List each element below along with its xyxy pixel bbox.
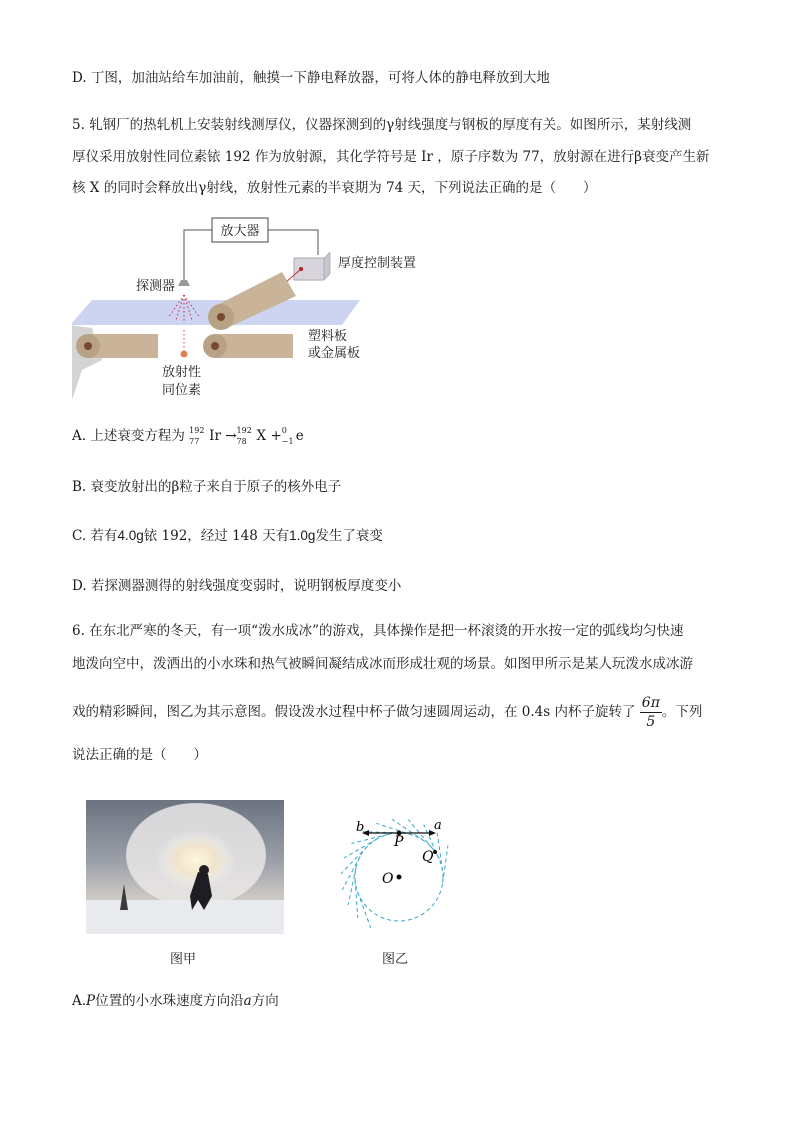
tangent-line xyxy=(437,833,442,871)
caption-figure-yi: 图乙 xyxy=(382,952,409,967)
symbol-a: a xyxy=(243,993,252,1009)
q6-stem-line1: 6. 在东北严寒的冬天，有一项“泼水成冰”的游戏，具体操作是把一杯滚烫的开水按一定的弧线均匀快速 xyxy=(72,623,684,639)
amplifier-label: 放大器 xyxy=(220,224,260,239)
x-nuclide: 192 78 xyxy=(236,425,252,446)
q4-option-d: D. 丁图，加油站给车加油前，触摸一下静电释放器，可将人体的静电释放到大地 xyxy=(72,70,550,86)
fraction-6pi-5: $\frac{6\pi}{5}$ xyxy=(641,695,660,730)
x-symbol: X + xyxy=(256,428,282,444)
label-p: P xyxy=(394,834,404,850)
q5-option-d: D. 若探测器测得的射线强度变弱时，说明钢板厚度变小 xyxy=(72,578,402,594)
mass-1g: 1.0g xyxy=(289,528,316,543)
radioactive-source xyxy=(181,351,188,358)
q5-option-c: C. 若有4.0g铱 192，经过 148 天有1.0g发生了衰变 xyxy=(72,528,383,544)
ir-symbol: Ir xyxy=(209,428,221,444)
tangent-line xyxy=(341,846,367,873)
plate-label-2: 或金属板 xyxy=(308,346,361,361)
q5-option-b: B. 衰变放射出的β粒子来自于原子的核外电子 xyxy=(72,479,342,495)
q5-option-a-prefix: A. 上述衰变方程为 xyxy=(72,428,185,444)
q5-option-a xyxy=(72,424,304,444)
thickness-control-label: 厚度控制装置 xyxy=(338,256,417,271)
q6-stem-line4: 说法正确的是（ ） xyxy=(72,747,207,763)
detector-icon xyxy=(178,280,190,286)
point-q xyxy=(433,850,437,854)
source-label-2: 同位素 xyxy=(162,383,202,398)
symbol-p: P xyxy=(86,993,96,1009)
q6-stem-line2: 地泼向空中，泼洒出的小水珠和热气被瞬间凝结成冰而形成壮观的场景。如图甲所示是某人玩泼水成冰游 xyxy=(72,656,693,672)
e-symbol: e xyxy=(295,428,304,444)
q6-stem-line3: 戏的精彩瞬间，图乙为其示意图。假设泼水过程中杯子做匀速圆周运动，在 0.4s 内杯子旋转了 $\frac{6\pi}{5}$ 。下列 xyxy=(72,695,703,730)
label-a: a xyxy=(434,818,442,833)
detector-label: 探测器 xyxy=(136,279,176,294)
splash-photo xyxy=(86,800,284,934)
ir-nuclide: 192 77 xyxy=(189,425,205,446)
q5-stem-line2: 厚仪采用放射性同位素铱 192 作为放射源，其化学符号是 Ir ，原子序数为 77，放射源在进行β衰变产生新 xyxy=(72,149,710,165)
plate-label-1: 塑料板 xyxy=(308,329,348,344)
source-label-1: 放射性 xyxy=(162,365,202,380)
thickness-gauge-figure xyxy=(72,210,432,405)
label-o: O xyxy=(382,871,394,887)
caption-figure-jia: 图甲 xyxy=(170,952,197,967)
label-b: b xyxy=(356,820,365,835)
tangent-line xyxy=(358,892,371,928)
arrow: → xyxy=(225,428,237,444)
circular-motion-diagram xyxy=(306,788,486,948)
mass-4g: 4.0g xyxy=(117,528,144,543)
q6-option-a: A.P位置的小水珠速度方向沿a方向 xyxy=(72,993,279,1009)
q5-stem-line1: 5. 轧钢厂的热轧机上安装射线测厚仪，仪器探测到的γ射线强度与钢板的厚度有关。如图所示，某射线测 xyxy=(72,117,692,133)
e-nuclide: 0 −1 xyxy=(281,425,294,446)
point-o xyxy=(397,875,402,880)
label-q: Q xyxy=(422,849,434,865)
tangent-line xyxy=(342,856,360,890)
tree-icon xyxy=(120,884,128,910)
q5-stem-line3: 核 X 的同时会释放出γ射线，放射性元素的半衰期为 74 天，下列说法正确的是（ ） xyxy=(72,180,597,196)
